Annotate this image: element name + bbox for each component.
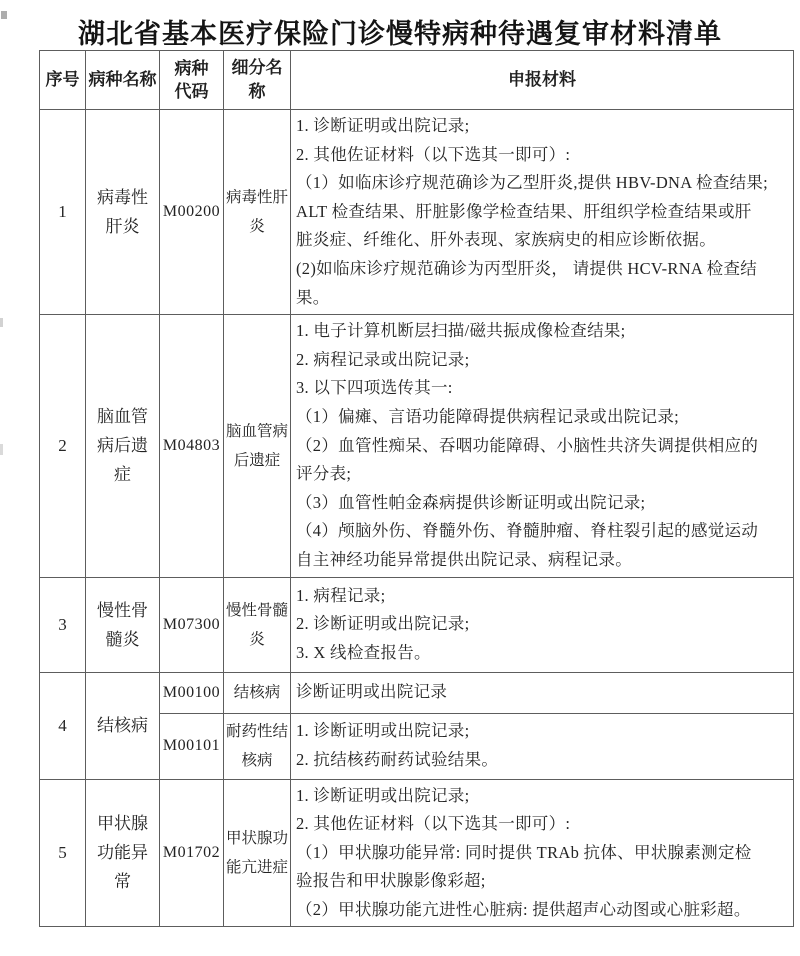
disease-code-cell: M00101 [160,713,224,779]
material-line: （2）甲状腺功能亢进性心脏病: 提供超声心动图或心脏彩超。 [296,899,751,919]
subdivision-name-cell: 病毒性肝炎 [224,110,291,315]
material-line: 2. 其他佐证材料（以下选其一即可）: [296,814,571,834]
material-line: 1. 电子计算机断层扫描/磁共振成像检查结果; [296,321,626,341]
material-line: 果。 [296,287,330,307]
table-row [40,110,794,315]
disease-name-cell: 慢性骨髓炎 [86,577,160,672]
header-subdivision-name: 细分名称 [224,51,291,110]
materials-cell [291,779,794,927]
material-line: 诊断证明或出院记录 [296,682,448,702]
material-line: 自主神经功能异常提供出院记录、病程记录。 [296,549,632,569]
row-number-cell: 1 [40,110,86,315]
disease-code-cell: M00100 [160,672,224,713]
row-number-cell: 2 [40,315,86,577]
materials-cell [291,713,794,779]
scan-artifact [0,318,3,327]
material-line: 2. 其他佐证材料（以下选其一即可）: [296,144,571,164]
material-line: （1）如临床诊疗规范确诊为乙型肝炎,提供 HBV-DNA 检查结果; [296,173,769,193]
table-row [40,779,794,927]
material-line: 评分表; [296,464,352,484]
scan-artifact [1,11,7,19]
material-line: （1）偏瘫、言语功能障碍提供病程记录或出院记录; [296,406,680,426]
subdivision-name-cell: 脑血管病后遗症 [224,315,291,577]
disease-code-cell: M07300 [160,577,224,672]
row-number-cell: 3 [40,577,86,672]
header-disease-name: 病种名称 [86,51,160,110]
subdivision-name-cell: 慢性骨髓炎 [224,577,291,672]
row-number-cell: 4 [40,672,86,779]
table-header-row [40,51,794,110]
material-line: （2）血管性痴呆、吞咽功能障碍、小脑性共济失调提供相应的 [296,435,759,455]
material-line: （4）颅脑外伤、脊髓外伤、脊髓肿瘤、脊柱裂引起的感觉运动 [296,521,759,541]
disease-name-cell: 病毒性肝炎 [86,110,160,315]
table-body [40,110,794,927]
disease-code-cell: M01702 [160,779,224,927]
disease-name-cell: 脑血管病后遗症 [86,315,160,577]
material-line: （3）血管性帕金森病提供诊断证明或出院记录; [296,492,646,512]
materials-cell [291,672,794,713]
material-line: 2. 病程记录或出院记录; [296,349,470,369]
materials-cell [291,110,794,315]
table-row [40,315,794,577]
material-line: 2. 抗结核药耐药试验结果。 [296,750,499,769]
material-line: 1. 诊断证明或出院记录; [296,116,470,135]
material-line: 1. 诊断证明或出院记录; [296,721,470,741]
disease-name-cell: 结核病 [86,672,160,779]
material-line: 3. X 线检查报告。 [296,642,431,662]
material-line: 2. 诊断证明或出院记录; [296,614,470,634]
table-row [40,577,794,672]
disease-code-cell: M00200 [160,110,224,315]
row-number-cell: 5 [40,779,86,927]
material-line: 1. 病程记录; [296,585,386,605]
header-disease-code: 病种代码 [160,51,224,110]
material-line: 验报告和甲状腺影像彩超; [296,871,486,891]
table-row [40,672,794,713]
material-line: 1. 诊断证明或出院记录; [296,785,470,805]
material-line: （1）甲状腺功能异常: 同时提供 TRAb 抗体、甲状腺素测定检 [296,842,752,862]
subdivision-name-cell: 甲状腺功能亢进症 [224,779,291,927]
subdivision-name-cell: 结核病 [224,672,291,713]
material-line: ALT 检查结果、肝脏影像学检查结果、肝组织学检查结果或肝 [296,201,752,221]
material-line: (2)如临床诊疗规范确诊为丙型肝炎， 请提供 HCV-RNA 检查结 [296,258,758,278]
review-materials-table [39,50,794,927]
material-line: 脏炎症、纤维化、肝外表现、家族病史的相应诊断依据。 [296,230,716,250]
header-no: 序号 [40,51,86,110]
disease-code-cell: M04803 [160,315,224,577]
scan-artifact [0,444,3,455]
disease-name-cell: 甲状腺功能异常 [86,779,160,927]
header-materials: 申报材料 [291,51,794,110]
materials-cell [291,577,794,672]
subdivision-name-cell: 耐药性结核病 [224,713,291,779]
page-title: 湖北省基本医疗保险门诊慢特病种待遇复审材料清单 [78,19,722,49]
material-line: 3. 以下四项选传其一: [296,378,453,398]
materials-cell [291,315,794,577]
